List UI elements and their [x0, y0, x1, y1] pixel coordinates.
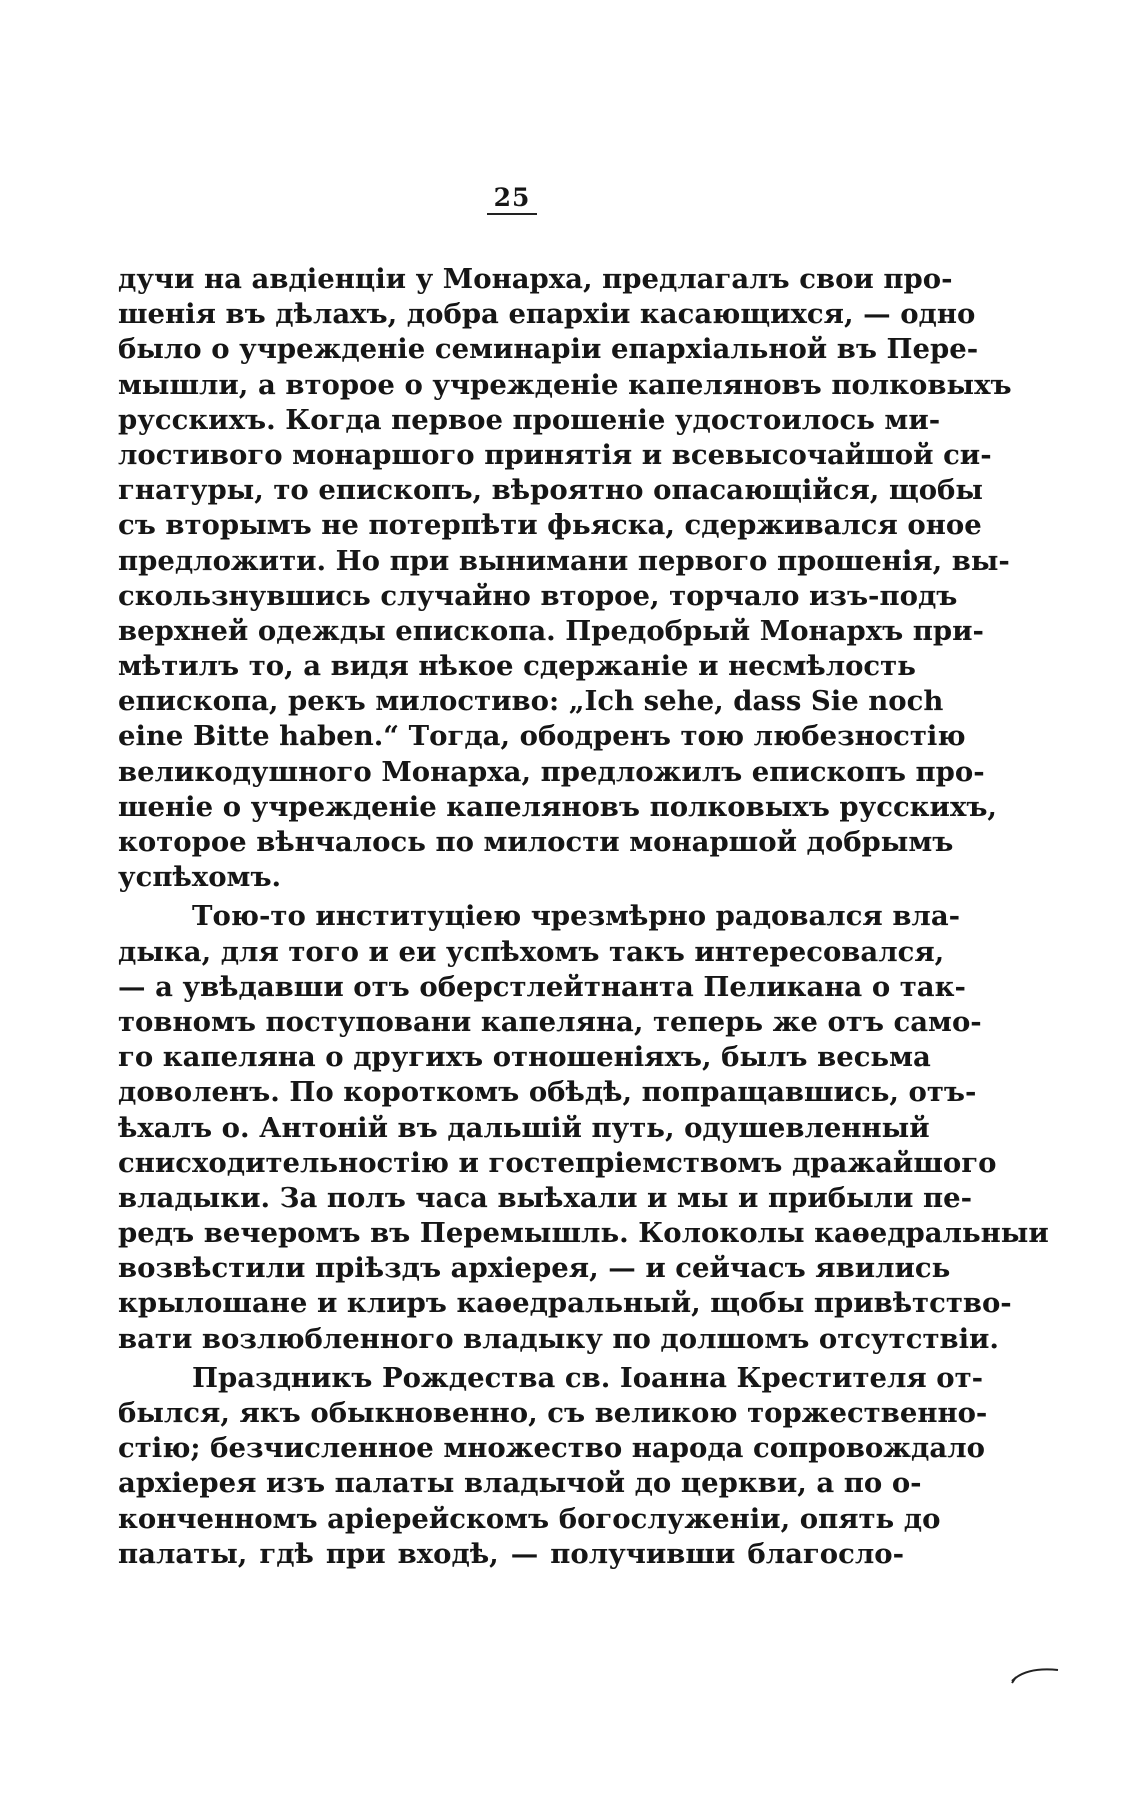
text-line: архіерея изъ палаты владычой до церкви, а по о-: [118, 1467, 922, 1500]
paragraph-2: [118, 899, 1049, 1356]
text-line: было о учрежденіе семинаріи епархіальной въ Пере-: [118, 333, 979, 366]
text-line: палаты, гдѣ при входѣ, — получивши благосло-: [118, 1537, 904, 1570]
text-line: крылошане и клиръ каѳедральный, щобы привѣтство-: [118, 1287, 1012, 1320]
text-line: товномъ поступовани капеляна, теперь же отъ само-: [118, 1005, 982, 1038]
text-line: eine Bitte haben.“ Тогда, ободренъ тою любезностію: [118, 720, 966, 753]
text-line: скользнувшись случайно второе, торчало изъ-подъ: [118, 579, 958, 612]
text-line: дучи на авдіенціи у Монарха, предлагалъ свои про-: [118, 263, 953, 295]
text-line: шеніе о учрежденіе капеляновъ полковыхъ русскихъ,: [118, 790, 998, 823]
text-line: великодушного Монарха, предложилъ епископъ про-: [118, 755, 985, 788]
text-line: успѣхомъ.: [118, 861, 282, 894]
text-line: русскихъ. Когда первое прошеніе удостоилось ми-: [118, 403, 941, 436]
text-line: редъ вечеромъ въ Перемышль. Колоколы каѳедральныи: [118, 1217, 1049, 1250]
paragraph-1: [118, 262, 1012, 895]
text-line: стію; безчисленное множество народа сопровождало: [118, 1432, 985, 1465]
paragraph-3: [118, 1361, 988, 1572]
text-line: мѣтилъ то, а видя нѣкое сдержаніе и несмѣлость: [118, 650, 916, 683]
body-text: [118, 262, 1049, 1572]
text-line: ѣхалъ о. Антоній въ дальшій путь, одушевленный: [118, 1111, 930, 1144]
text-line: гнатуры, то епископъ, вѣроятно опасающійся, щобы: [118, 474, 983, 507]
text-line: возвѣстили пріѣздъ архіерея, — и сейчасъ явились: [118, 1252, 951, 1285]
text-line: доволенъ. По короткомъ обѣдѣ, попращавшись, отъ-: [118, 1076, 977, 1109]
text-line: конченномъ аріерейскомъ богослуженіи, опять до: [118, 1502, 941, 1535]
text-line: снисходительностію и гостепріемствомъ дражайшого: [118, 1146, 997, 1179]
text-line: владыки. За полъ часа выѣхали и мы и прибыли пе-: [118, 1181, 973, 1214]
text-line: Праздникъ Рождества св. Іоанна Крестителя от-: [192, 1361, 984, 1394]
text-line: которое вѣнчалось по милости монаршой добрымъ: [118, 826, 954, 858]
text-line: епископа, рекъ милостиво: „Ich sehe, dass Sie noch: [118, 685, 944, 718]
text-line: верхней одежды епископа. Предобрый Монархъ при-: [118, 614, 984, 647]
text-line: дыка, для того и еи успѣхомъ такъ интересовался,: [118, 935, 945, 968]
text-line: лостивого монаршого принятія и всевысочайшой си-: [118, 438, 992, 471]
stray-pen-mark: [1010, 1665, 1070, 1685]
text-line: съ вторымъ не потерпѣти фьяска, сдерживался оное: [118, 509, 982, 542]
text-line: вати возлюбленного владыку по долшомъ отсутствіи.: [118, 1322, 1000, 1355]
text-line: мышли, а второе о учрежденіе капеляновъ полковыхъ: [118, 368, 1012, 401]
text-line: го капеляна о другихъ отношеніяхъ, былъ весьма: [118, 1041, 931, 1074]
page-number-rule: [487, 213, 537, 215]
text-line: Тою-то институціею чрезмѣрно радовался вла-: [192, 900, 961, 933]
page-number: 25: [493, 183, 531, 212]
text-line: шенія въ дѣлахъ, добра епархіи касающихся, — одно: [118, 298, 976, 331]
text-line: предложити. Но при вынимани первого прошенія, вы-: [118, 544, 1010, 577]
text-line: былся, якъ обыкновенно, съ великою торжественно-: [118, 1397, 988, 1429]
text-line: — а увѣдавши отъ оберстлейтнанта Пеликана о так-: [118, 970, 966, 1003]
